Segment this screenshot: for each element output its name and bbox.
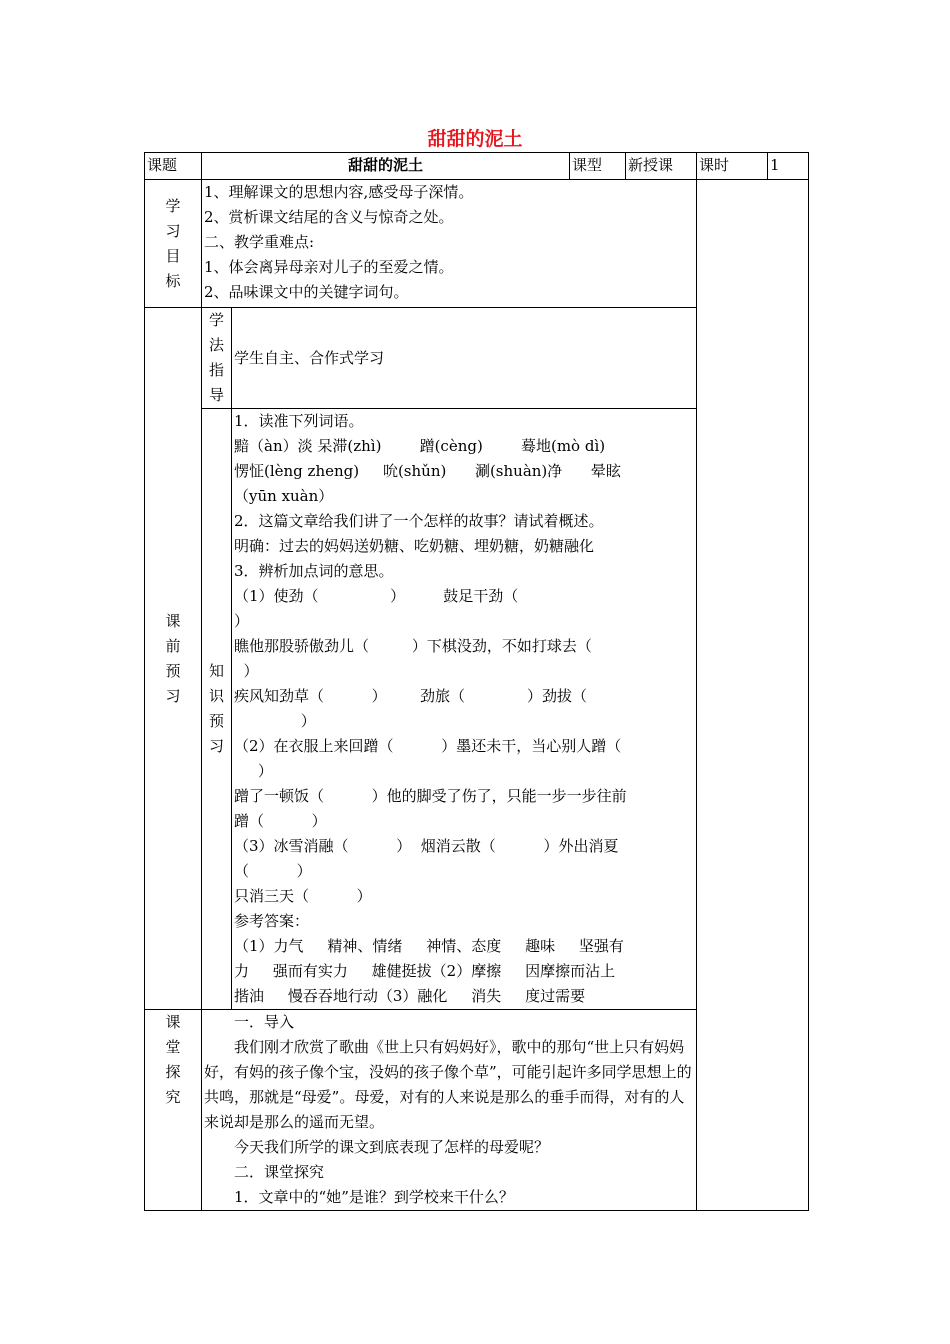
inquiry-line: 二．课堂探究 [234,1163,325,1181]
preview-label [145,308,202,1010]
label-char: 指 [208,361,224,379]
knowledge-line: （3）冰雪消融（ ） 烟消云散（ ）外出消夏 [234,837,619,855]
knowledge-content [232,409,697,1010]
objectives-row [145,180,809,308]
knowledge-line: 1．读准下列词语。 [234,412,364,430]
objective-line: 1、体会离异母亲对儿子的至爱之情。 [204,258,454,276]
type-label: 课型 [570,153,626,180]
method-text: 学生自主、合作式学习 [232,308,697,409]
knowledge-line: 蹭（ ） [234,812,327,830]
label-char: 习 [165,686,181,705]
header-row [145,153,809,180]
knowledge-line: ） [234,762,273,780]
label-char: 究 [165,1088,181,1106]
objectives-content [202,180,697,308]
objective-line: 2、品味课文中的关键字词句。 [204,283,409,301]
lesson-plan-table [144,152,809,1211]
label-char: 预 [208,712,224,730]
inquiry-line: 今天我们所学的课文到底表现了怎样的母爱呢？ [234,1138,550,1156]
knowledge-line: ） [234,712,316,730]
label-char: 课 [165,611,181,630]
label-char: 法 [208,336,224,354]
label-char: 习 [208,737,224,755]
knowledge-line: 蹭了一顿饭（ ）他的脚受了伤了，只能一步一步往前 [234,787,627,805]
label-char: 学 [208,311,224,329]
knowledge-line: ） [234,612,250,630]
knowledge-label [202,409,232,1010]
label-char: 前 [165,636,181,655]
knowledge-line: （2）在衣服上来回蹭（ ）墨还未干，当心别人蹭（ [234,737,622,755]
document-title: 甜甜的泥土 [427,128,523,150]
knowledge-line: 2．这篇文章给我们讲了一个怎样的故事？请试着概述。 [234,512,604,530]
knowledge-line: 参考答案： [234,912,310,930]
knowledge-line: 愣怔(lèng zheng) 吮(shǔn) 涮(shuàn)净 晕眩 [234,462,621,480]
notes-column [697,180,809,1211]
knowledge-line: 3．辨析加点词的意思。 [234,562,394,580]
knowledge-line: （yūn xuàn） [234,487,334,505]
label-char: 堂 [165,1038,181,1056]
knowledge-line: 只消三天（ ） [234,887,372,905]
inquiry-content [202,1010,697,1211]
label-char: 目 [165,246,181,265]
knowledge-line: 瞧他那股骄傲劲儿（ ）下棋没劲，不如打球去（ [234,637,592,655]
objectives-label [145,180,202,308]
knowledge-line: 揩油 慢吞吞地行动（3）融化 消失 度过需要 [234,987,586,1005]
inquiry-paragraph: 我们刚才欣赏了歌曲《世上只有妈妈好》，歌中的那句“世上只有妈妈好，有妈的孩子像个宝，没妈的孩子像个草”，可能引起许多同学思想上的共鸣，那就是“母爱”。母爱，对有的人来说是那么的垂手而得，对有的人来说却是那么的遥而无望。 [204,1038,692,1131]
label-char: 识 [208,687,224,705]
inquiry-label [145,1010,202,1211]
knowledge-line: （1）使劲（ ） 鼓足干劲（ [234,587,519,605]
hours-value: 1 [768,153,809,180]
topic-label: 课题 [145,153,202,180]
label-char: 习 [165,221,181,240]
knowledge-line: 黯（àn）淡 呆滞(zhì) 蹭(cèng) 蓦地(mò dì) [234,437,606,455]
knowledge-line: 疾风知劲草（ ） 劲旅（ ）劲拔（ [234,687,588,705]
knowledge-line: （ ） [234,862,312,880]
objective-line: 1、理解课文的思想内容,感受母子深情。 [204,183,474,201]
knowledge-line: 力 强而有实力 雄健挺拔（2）摩擦 因摩擦而沾上 [234,962,616,980]
objective-line: 二、教学重难点: [204,233,315,251]
hours-label: 课时 [697,153,768,180]
topic-value: 甜甜的泥土 [202,153,570,180]
type-value: 新授课 [626,153,697,180]
label-char: 导 [208,386,224,404]
label-char: 学 [165,196,181,215]
knowledge-line: ） [234,662,259,680]
label-char: 标 [165,271,181,290]
label-char: 课 [165,1013,181,1031]
inquiry-line: 一．导入 [234,1013,295,1031]
label-char: 探 [165,1063,181,1081]
inquiry-line: 1．文章中的“她”是谁？到学校来干什么？ [234,1188,514,1206]
knowledge-line: 明确：过去的妈妈送奶糖、吃奶糖、埋奶糖，奶糖融化 [234,537,595,555]
method-label [202,308,232,409]
label-char: 预 [165,661,181,680]
knowledge-line: （1）力气 精神、情绪 神情、态度 趣味 坚强有 [234,937,624,955]
label-char: 知 [208,662,224,680]
objective-line: 2、赏析课文结尾的含义与惊奇之处。 [204,208,454,226]
